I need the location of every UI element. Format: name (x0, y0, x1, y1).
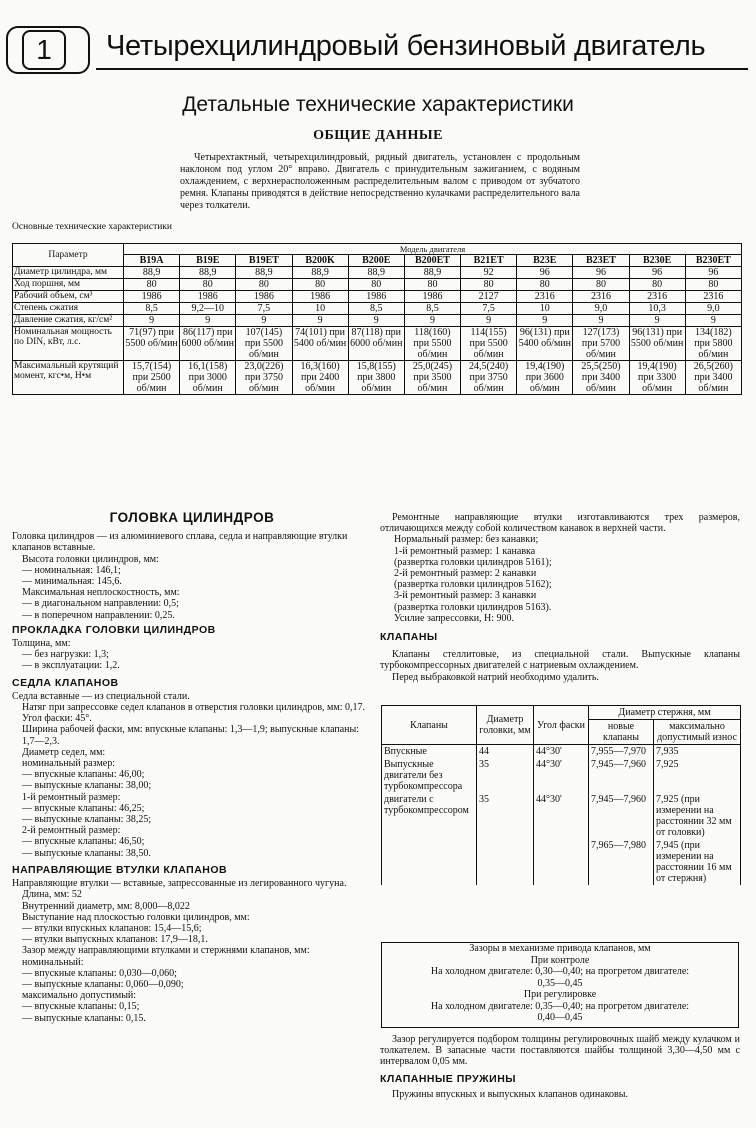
repair-guides-text (380, 534, 740, 624)
text-line: Угол фаски: 45°. (22, 713, 92, 725)
chapter-title: Четырехцилиндровый бензиновый двигатель (106, 30, 706, 62)
table-cell: 9,2—10 (180, 303, 236, 315)
table-cell: 9 (629, 315, 685, 327)
table-cell: 2316 (629, 291, 685, 303)
table-cell: 9 (348, 315, 404, 327)
text-line: номинальный размер: (22, 758, 115, 770)
model-b19et: B19ET (236, 255, 292, 267)
table-row (13, 291, 742, 303)
model-b19a: B19A (124, 255, 180, 267)
table-cell: 88,9 (348, 267, 404, 279)
table-cell: 7,935 (654, 745, 741, 759)
table-cell: 88,9 (292, 267, 348, 279)
text-line: номинальный: (22, 956, 84, 968)
table-cell: 1986 (348, 291, 404, 303)
table-cell: 25,0(245) при 3500 об/мин (404, 361, 460, 395)
general-paragraph: Четырехтактный, четырехцилиндровый, рядный двигатель, установлен с продольным наклоном под углом 20° вправо. Двигатель с принудительным зажиганием, с водяным охлаждением, с верхнерасположенным распределительным валом с приводом от зубчатого ремня. Клапаны приводятся в действие непосредственно кулачками распределительного вала через толкатели. (180, 152, 580, 211)
text-line: Выступание над плоскостью головки цилиндров, мм: (22, 911, 250, 923)
clearance-title: Зазоры в механизме привода клапанов, мм (469, 943, 651, 954)
text-line: Максимальная неплоскостность, мм: (22, 587, 180, 599)
table-cell: 7,925 (654, 758, 741, 793)
table-cell: 7,965—7,980 (589, 839, 654, 885)
table-cell: 7,945 (при измерении на расстоянии 16 мм от стержня) (654, 839, 741, 885)
table-cell: 80 (124, 279, 180, 291)
table-cell: Впускные (382, 745, 477, 759)
row-label: Рабочий объем, см³ (13, 291, 124, 303)
table-cell: 23,0(226) при 3750 об/мин (236, 361, 292, 395)
text-line: Усилие запрессовки, Н: 900. (394, 612, 515, 624)
row-label: Ход поршня, мм (13, 279, 124, 291)
table-cell: 44°30' (534, 793, 589, 839)
table-cell: 9 (124, 315, 180, 327)
model-b23et: B23ET (573, 255, 629, 267)
model-b19e: B19E (180, 255, 236, 267)
table-cell: 114(155) при 5500 об/мин (461, 327, 517, 361)
right-column-bottom (380, 1034, 740, 1100)
specs-caption: Основные технические характеристики (12, 222, 173, 232)
clearance-adjust-label: При регулировке (523, 989, 597, 1000)
text-line: — в поперечном направлении: 0,25. (22, 609, 175, 621)
text-line: Нормальный размер: без канавки; (394, 534, 539, 546)
text-line: — впускные клапаны: 46,00; (22, 769, 145, 781)
table-cell: 44°30' (534, 758, 589, 793)
table-cell: 134(182) при 5800 об/мин (685, 327, 741, 361)
table-cell: 88,9 (180, 267, 236, 279)
table-row (13, 315, 742, 327)
table-cell: 80 (180, 279, 236, 291)
table-cell: 9 (517, 315, 573, 327)
text-line: Натяг при запрессовке седел клапанов в отверстия головки цилиндров, мм: 0,17. (22, 702, 365, 714)
table-cell: 96 (629, 267, 685, 279)
table-cell: 2316 (517, 291, 573, 303)
table-cell: 9 (292, 315, 348, 327)
table-cell (534, 839, 589, 885)
table-cell: 107(145) при 5500 об/мин (236, 327, 292, 361)
table-cell: 80 (236, 279, 292, 291)
clearance-control-label: При контроле (530, 954, 590, 966)
table-row (13, 279, 742, 291)
text-line: Высота головки цилиндров, мм: (22, 553, 159, 565)
table-cell: 16,3(160) при 2400 об/мин (292, 361, 348, 395)
table-cell: 9 (461, 315, 517, 327)
header-rule (96, 68, 748, 70)
param-header: Параметр (13, 244, 124, 267)
row-label: Диаметр цилиндра, мм (13, 267, 124, 279)
model-b200e: B200E (348, 255, 404, 267)
clearance-box (381, 942, 739, 1028)
table-cell: 88,9 (404, 267, 460, 279)
guides-heading: НАПРАВЛЯЮЩИЕ ВТУЛКИ КЛАПАНОВ (12, 863, 228, 876)
row-label: Давление сжатия, кг/см² (13, 315, 124, 327)
text-line: — впускные клапаны: 0,030—0,060; (22, 967, 177, 979)
gasket-text (12, 638, 372, 672)
text-line: Ширина рабочей фаски, мм: впускные клапаны: 1,3—1,9; выпускные клапаны: 1,7—2,3. (22, 724, 360, 747)
col-stem: Диаметр стержня, мм (589, 706, 741, 720)
col-angle: Угол фаски (534, 706, 589, 745)
row-label: Номинальная мощность по DIN, кВт, л.с. (13, 327, 124, 361)
text-line: Толщина, мм: (12, 638, 71, 650)
table-cell: 24,5(240) при 3750 об/мин (461, 361, 517, 395)
text-line: 1-й ремонтный размер: 1 канавка (394, 545, 536, 557)
model-b230et: B230ET (685, 255, 741, 267)
table-cell: 2316 (685, 291, 741, 303)
table-cell: 71(97) при 5500 об/мин (124, 327, 180, 361)
table-cell: 44°30' (534, 745, 589, 759)
left-column (12, 512, 372, 1024)
model-b23e: B23E (517, 255, 573, 267)
text-line: 2-й ремонтный размер: 2 канавки (394, 568, 537, 580)
valves-text-2: Перед выбраковкой натрий необходимо удалить. (392, 671, 599, 683)
head-text (12, 531, 372, 621)
clearance-adjust-line: На холодном двигателе: 0,35—0,40; на прогретом двигателе: (430, 1000, 690, 1012)
table-cell: 2316 (573, 291, 629, 303)
text-line: Направляющие втулки — вставные, запрессованные из легированного чугуна. (12, 878, 347, 890)
row-label: Максимальный крутящий момент, кгс•м, Н•м (13, 361, 124, 395)
valves-body (382, 745, 741, 886)
table-cell: 15,7(154) при 2500 об/мин (124, 361, 180, 395)
valves-header-row (382, 706, 741, 720)
repair-guides-intro: Ремонтные направляющие втулки изготавливаются трех размеров, отличающихся между собой количеством канавок в верхней части. (380, 512, 740, 535)
text-line: — минимальная: 145,6. (22, 576, 122, 588)
table-cell (382, 839, 477, 885)
chapter-number: 1 (22, 30, 66, 70)
text-line: — номинальная: 146,1; (22, 564, 121, 576)
table-cell: 25,5(250) при 3400 об/мин (573, 361, 629, 395)
table-cell: 80 (573, 279, 629, 291)
table-cell: 80 (348, 279, 404, 291)
table-cell: 8,5 (348, 303, 404, 315)
text-line: (развертка головки цилиндров 5163). (394, 601, 552, 613)
col-head-dia: Диаметр головки, мм (477, 706, 534, 745)
specs-table (12, 243, 742, 395)
table-cell: 80 (685, 279, 741, 291)
table-cell: 10 (292, 303, 348, 315)
text-line: (развертка головки цилиндров 5162); (394, 579, 552, 591)
table-cell: 9,0 (573, 303, 629, 315)
text-line: — выпускные клапаны: 0,15. (22, 1012, 146, 1024)
text-line: 1-й ремонтный размер: (22, 791, 121, 803)
table-cell: 9 (685, 315, 741, 327)
text-line: 2-й ремонтный размер: (22, 825, 121, 837)
row-label: Степень сжатия (13, 303, 124, 315)
table-row (13, 267, 742, 279)
model-b200k: B200K (292, 255, 348, 267)
model-b21et: B21ET (461, 255, 517, 267)
text-line: — без нагрузки: 1,3; (22, 649, 109, 661)
col-valves: Клапаны (382, 706, 477, 745)
table-cell: 7,925 (при измерении на расстоянии 32 мм от головки) (654, 793, 741, 839)
text-line: Зазор между направляющими втулками и стержнями клапанов, мм: (22, 945, 310, 957)
table-cell: Выпускные двигатели без турбокомпрессора (382, 758, 477, 793)
text-line: — в диагональном направлении: 0,5; (22, 598, 179, 610)
table-cell: 96(131) при 5400 об/мин (517, 327, 573, 361)
seats-text (12, 691, 372, 859)
model-b200et: B200ET (404, 255, 460, 267)
table-cell: 9 (236, 315, 292, 327)
table-row (13, 303, 742, 315)
text-line: — выпускные клапаны: 38,00; (22, 780, 152, 792)
table-row (382, 745, 741, 759)
table-cell: 86(117) при 6000 об/мин (180, 327, 236, 361)
table-cell: 96 (517, 267, 573, 279)
table-cell: 80 (461, 279, 517, 291)
table-cell: 7,5 (236, 303, 292, 315)
table-row (13, 327, 742, 361)
table-cell: 1986 (180, 291, 236, 303)
table-cell (477, 839, 534, 885)
valves-table (381, 705, 741, 885)
table-cell: 96(131) при 5500 об/мин (629, 327, 685, 361)
table-cell: 9 (404, 315, 460, 327)
text-line: Внутренний диаметр, мм: 8,000—8,022 (22, 900, 190, 912)
text-line: — выпускные клапаны: 38,25; (22, 814, 152, 826)
table-cell: 80 (292, 279, 348, 291)
text-line: — втулки выпускных клапанов: 17,9—18,1. (22, 934, 208, 946)
table-cell: 96 (573, 267, 629, 279)
text-line: — впускные клапаны: 46,25; (22, 802, 145, 814)
table-cell: 74(101) при 5400 об/мин (292, 327, 348, 361)
page-title: Детальные технические характеристики (182, 93, 574, 116)
table-cell: 7,945—7,960 (589, 758, 654, 793)
table-cell: 87(118) при 6000 об/мин (348, 327, 404, 361)
text-line: — выпускные клапаны: 0,060—0,090; (22, 978, 184, 990)
table-cell: 80 (404, 279, 460, 291)
springs-heading: КЛАПАННЫЕ ПРУЖИНЫ (380, 1072, 517, 1085)
col-new: новые клапаны (589, 720, 654, 745)
text-line: — впускные клапаны: 46,50; (22, 836, 145, 848)
table-row (382, 839, 741, 885)
table-cell: двигатели с турбокомпрессором (382, 793, 477, 839)
table-cell: 2127 (461, 291, 517, 303)
table-cell: 10 (517, 303, 573, 315)
guides-text (12, 878, 372, 1024)
clearance-adjust-value: 0,40—0,45 (537, 1012, 583, 1023)
clearance-control-line: На холодном двигателе: 0,30—0,40; на прогретом двигателе: (430, 966, 690, 977)
table-cell: 88,9 (236, 267, 292, 279)
table-cell: 16,1(158) при 3000 об/мин (180, 361, 236, 395)
table-cell: 9 (180, 315, 236, 327)
text-line: Головка цилиндров — из алюминиевого сплава, седла и направляющие втулки клапанов вставные. (12, 531, 348, 554)
table-cell: 7,955—7,970 (589, 745, 654, 759)
text-line: — впускные клапаны: 0,15; (22, 1001, 140, 1013)
text-line: 3-й ремонтный размер: 3 канавки (394, 590, 537, 602)
table-cell: 8,5 (124, 303, 180, 315)
model-header: Модель двигателя (124, 244, 742, 255)
table-cell: 7,945—7,960 (589, 793, 654, 839)
table-cell: 1986 (404, 291, 460, 303)
text-line: Диаметр седел, мм: (22, 746, 106, 758)
specs-body (13, 267, 742, 395)
right-column (380, 512, 740, 683)
springs-text: Пружины впускных и выпускных клапанов одинаковы. (392, 1088, 628, 1100)
general-heading: ОБЩИЕ ДАННЫЕ (313, 128, 443, 143)
table-cell: 1986 (124, 291, 180, 303)
text-line: (развертка головки цилиндров 5161); (394, 556, 552, 568)
valves-text-1: Клапаны стеллитовые, из специальной стали. Выпускные клапаны турбокомпрессорных двигателей с натриевым охлаждением. (380, 649, 740, 672)
table-cell: 44 (477, 745, 534, 759)
table-cell: 80 (629, 279, 685, 291)
specs-header-row (13, 244, 742, 255)
text-line: Длина, мм: 52 (22, 889, 82, 901)
model-b230e: B230E (629, 255, 685, 267)
table-cell: 127(173) при 5700 об/мин (573, 327, 629, 361)
table-row (382, 758, 741, 793)
table-cell: 92 (461, 267, 517, 279)
table-cell: 10,3 (629, 303, 685, 315)
table-cell: 35 (477, 793, 534, 839)
col-max: максимально допустимый износ (654, 720, 741, 745)
head-heading: ГОЛОВКА ЦИЛИНДРОВ (109, 510, 275, 525)
table-cell: 35 (477, 758, 534, 793)
table-cell: 9 (573, 315, 629, 327)
table-cell: 19,4(190) при 3600 об/мин (517, 361, 573, 395)
table-row (382, 793, 741, 839)
table-cell: 9,0 (685, 303, 741, 315)
table-cell: 118(160) при 5500 об/мин (404, 327, 460, 361)
text-line: Седла вставные — из специальной стали. (12, 690, 190, 702)
shims-text: Зазор регулируется подбором толщины регулировочных шайб между кулачком и толкателем. В запасные части поставляются шайбы толщиной 3,30—4,50 мм с интервалом 0,05 мм. (380, 1034, 740, 1068)
table-cell: 7,5 (461, 303, 517, 315)
text-line: — в эксплуатации: 1,2. (22, 660, 120, 672)
table-cell: 15,8(155) при 3800 об/мин (348, 361, 404, 395)
valves-heading: КЛАПАНЫ (380, 631, 438, 644)
table-row (13, 361, 742, 395)
table-cell: 1986 (236, 291, 292, 303)
table-cell: 80 (517, 279, 573, 291)
seats-heading: СЕДЛА КЛАПАНОВ (12, 676, 119, 689)
table-cell: 19,4(190) при 3300 об/мин (629, 361, 685, 395)
text-line: максимально допустимый: (22, 990, 137, 1002)
table-cell: 8,5 (404, 303, 460, 315)
table-cell: 88,9 (124, 267, 180, 279)
table-cell: 1986 (292, 291, 348, 303)
text-line: — втулки впускных клапанов: 15,4—15,6; (22, 922, 202, 934)
table-cell: 96 (685, 267, 741, 279)
gasket-heading: ПРОКЛАДКА ГОЛОВКИ ЦИЛИНДРОВ (12, 623, 216, 636)
table-cell: 26,5(260) при 3400 об/мин (685, 361, 741, 395)
text-line: — выпускные клапаны: 38,50. (22, 847, 151, 859)
clearance-control-value: 0,35—0,45 (537, 977, 583, 989)
